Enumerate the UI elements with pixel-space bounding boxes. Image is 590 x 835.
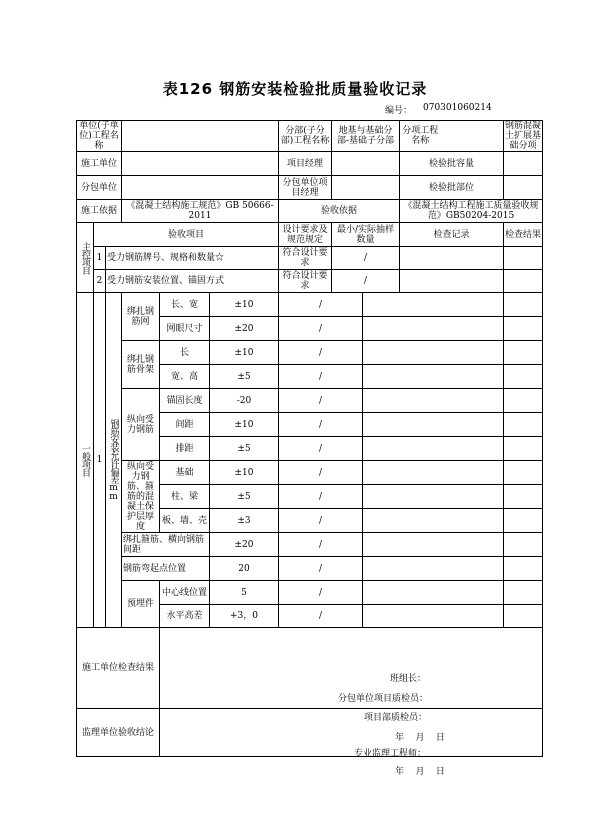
constructor-label: 施工单位 [77,152,122,176]
sub-pm-value[interactable] [332,176,400,200]
main-row-result[interactable] [504,270,543,293]
main-control-label: 主控项目 [77,223,94,293]
team-leader-label: 班组长： [390,674,427,684]
location-value[interactable] [504,176,543,200]
main-row-req: 符合设计要求 [279,247,332,270]
col-sample-header: 最小/实际抽样数量 [332,223,400,247]
subitem-label: 分项工程名称 [400,121,441,152]
sub-item: 长、宽 [160,293,210,317]
acceptance-basis-value: 《混凝土结构工程施工质量验收规范》GB50204-2015 [400,200,543,223]
result-cell[interactable] [504,389,543,413]
sub-item: 锚固长度 [160,389,210,413]
constructor-value[interactable] [122,152,279,176]
group-mesh: 绑扎钢筋网 [122,293,160,341]
record-cell[interactable] [363,293,504,317]
record-cell[interactable] [363,581,504,605]
req-value: ±10 [210,293,279,317]
subcontractor-value[interactable] [122,176,279,200]
sub-item: 水平高差 [160,605,210,628]
code-label: 编号： [385,106,413,116]
req-value: ±10 [210,341,279,365]
record-cell[interactable] [363,341,504,365]
record-cell[interactable] [363,413,504,437]
result-cell[interactable] [504,509,543,533]
pm-label: 项目经理 [279,152,332,176]
req-value: ±3 [210,509,279,533]
group-stirrup: 绑扎箍筋、横向钢筋间距 [122,533,210,557]
subitem-label-spacer [441,121,504,152]
record-cell[interactable] [363,365,504,389]
construction-date: 年 月 日 [395,733,445,743]
sample-value[interactable]: / [279,581,363,605]
inspector-label: 项目部质检员： [364,713,428,723]
main-row-req: 符合设计要求 [279,270,332,293]
result-cell[interactable] [504,293,543,317]
sample-value[interactable]: / [279,365,363,389]
req-value: ±5 [210,365,279,389]
result-cell[interactable] [504,317,543,341]
sub-item: 柱、梁 [160,485,210,509]
sub-item: 宽、高 [160,365,210,389]
result-cell[interactable] [504,557,543,581]
unit-name-label: 单位(子单位)工程名称 [77,121,122,152]
construction-result-area[interactable] [160,628,543,743]
subitem-value[interactable]: 钢筋混凝土扩展基础分项 [505,121,542,151]
sample-value[interactable]: / [279,293,363,317]
main-row-record[interactable] [400,270,504,293]
basis-value: 《混凝土结构施工规范》GB 50666-2011 [122,200,279,223]
sample-value[interactable]: / [279,485,363,509]
sub-item: 中心线位置 [160,581,210,605]
record-cell[interactable] [363,557,504,581]
supervision-area[interactable] [160,709,543,777]
record-cell[interactable] [363,533,504,557]
main-row-sample[interactable]: / [332,270,400,293]
req-value: 5 [210,581,279,605]
main-row-item: 受力钢筋牌号、规格和数量☆ [106,247,279,270]
engineer-label: 专业监理工程师： [354,748,427,759]
result-cell[interactable] [504,581,543,605]
result-cell[interactable] [504,365,543,389]
sample-value[interactable]: / [279,317,363,341]
division-label: 分部(子分部)工程名称 [279,121,332,152]
result-cell[interactable] [504,485,543,509]
group-longitudinal: 纵向受力钢筋 [122,389,160,461]
record-cell[interactable] [363,461,504,485]
sub-item: 间距 [160,413,210,437]
req-value: +3，0 [210,605,279,628]
record-cell[interactable] [363,509,504,533]
main-row-result[interactable] [504,247,543,270]
record-cell[interactable] [363,389,504,413]
sample-value[interactable]: / [279,533,363,557]
page-title: 表126 钢筋安装检验批质量验收记录 [162,80,428,98]
main-row-no: 1 [94,247,106,270]
sample-value[interactable]: / [279,341,363,365]
sample-value[interactable]: / [279,461,363,485]
sub-item: 长 [160,341,210,365]
result-cell[interactable] [504,341,543,365]
col-requirement-header: 设计要求及规范规定 [279,223,332,247]
main-row-record[interactable] [400,247,504,270]
req-value: ±10 [210,461,279,485]
sample-value[interactable]: / [279,557,363,581]
general-no: 1 [94,293,106,628]
sample-value[interactable]: / [279,413,363,437]
acceptance-basis-label: 验收依据 [279,200,400,223]
supervision-label: 监理单位验收结论 [77,709,160,757]
record-cell[interactable] [363,437,504,461]
group-cover: 纵向受力钢筋、箍筋的混凝土保护层厚度 [122,461,160,533]
capacity-value[interactable] [504,152,543,176]
result-cell[interactable] [504,461,543,485]
col-record-header: 检查记录 [400,223,504,247]
result-cell[interactable] [504,533,543,557]
supervision-date: 年 月 日 [395,766,445,777]
sub-pm-label: 分包单位项目经理 [279,176,332,200]
result-cell[interactable] [504,413,543,437]
result-cell[interactable] [504,605,543,628]
code-value: 070301060214 [423,103,492,113]
capacity-label: 检验批容量 [400,152,504,176]
col-result-header: 检查结果 [504,223,543,247]
inspection-form-table [76,120,543,777]
col-item-header: 验收项目 [94,223,279,247]
subcontractor-label: 分包单位 [77,176,122,200]
group-bend: 钢筋弯起点位置 [122,557,210,581]
sub-item: 板、墙、壳 [160,509,210,533]
sample-value[interactable]: / [279,605,363,628]
unit-name-value[interactable] [122,121,279,152]
req-value: ±5 [210,437,279,461]
req-value: ±10 [210,413,279,437]
record-cell[interactable] [363,317,504,341]
main-row-sample[interactable]: / [332,247,400,270]
sample-value[interactable]: / [279,437,363,461]
sample-value[interactable]: / [279,389,363,413]
main-row-no: 2 [94,270,106,293]
req-value: ±20 [210,317,279,341]
result-cell[interactable] [504,437,543,461]
req-value: 20 [210,557,279,581]
record-cell[interactable] [363,485,504,509]
record-cell[interactable] [363,605,504,628]
general-label: 一般项目 [77,293,94,628]
sub-item: 排距 [160,437,210,461]
pm-value[interactable] [332,152,400,176]
sub-inspector-label: 分包单位项目质检员： [338,694,429,704]
location-label: 检验批部位 [400,176,504,200]
sample-value[interactable]: / [279,509,363,533]
req-value: ±20 [210,533,279,557]
general-category: 钢筋安装允许偏差mm [106,293,122,628]
group-frame: 绑扎钢筋骨架 [122,341,160,389]
req-value: ±5 [210,485,279,509]
main-row-item: 受力钢筋安装位置、锚固方式 [106,270,279,293]
req-value: -20 [210,389,279,413]
sub-item: 网眼尺寸 [160,317,210,341]
division-value[interactable]: 地基与基础分部-基础子分部 [332,121,400,152]
basis-label: 施工依据 [77,200,122,223]
group-embed: 预埋件 [122,581,160,628]
construction-result-label: 施工单位检查结果 [77,628,160,709]
sub-item: 基础 [160,461,210,485]
